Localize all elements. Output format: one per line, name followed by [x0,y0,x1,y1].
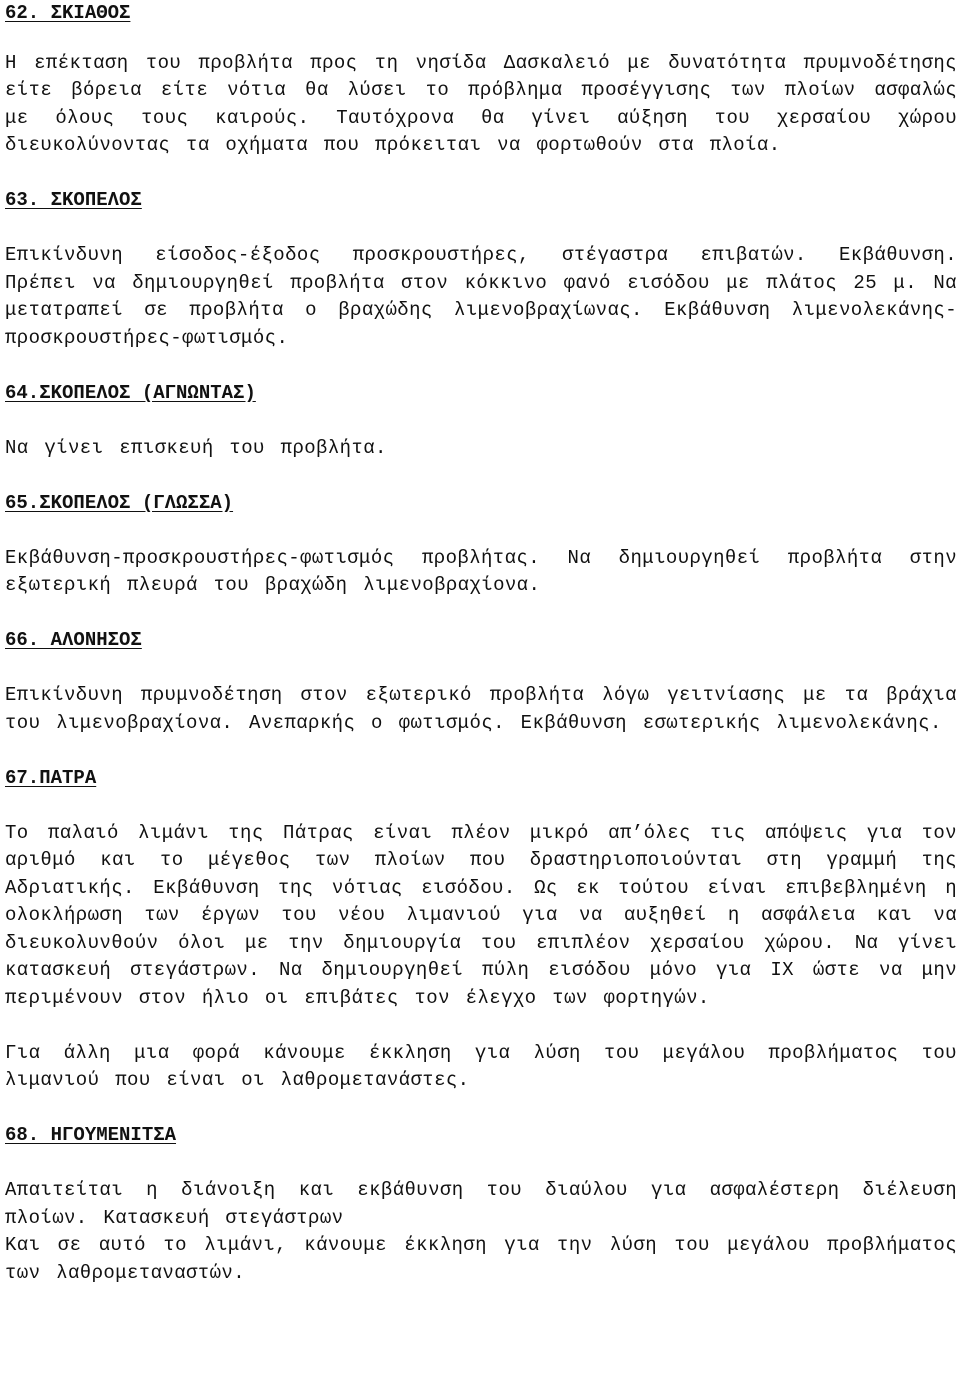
section-63 [5,187,957,352]
section-68 [5,1122,957,1287]
section-heading: 65.ΣΚΟΠΕΛΟΣ (ΓΛΩΣΣΑ) [5,491,234,514]
section-paragraph: Επικίνδυνη είσοδος-έξοδος προσκρουστήρες, στέγαστρα επιβατών. Εκβάθυνση. Πρέπει να δημιουργηθεί προβλήτα στον κόκκινο φανό εισόδου με πλάτος 25 μ. Να μετατραπεί σε προβλήτα ο βραχώδης λιμενοβραχίωνας. Εκβάθυνση λιμενολεκάνης-προσκρουστήρες-φωτισμός. [5,244,957,349]
section-paragraph: Να γίνει επισκευή του προβλήτα. [5,436,387,459]
section-paragraph: Απαιτείται η διάνοιξη και εκβάθυνση του διαύλου για ασφαλέστερη διέλευση πλοίων. Κατασκευή στεγάστρων [5,1179,957,1229]
section-heading: 64.ΣΚΟΠΕΛΟΣ (ΑΓΝΩΝΤΑΣ) [5,381,256,404]
section-64 [5,380,957,463]
section-62 [5,0,957,160]
section-paragraph: Το παλαιό λιμάνι της Πάτρας είναι πλέον μικρό απ’όλες τις απόψεις για τον αριθμό και το μέγεθος των πλοίων που δραστηριοποιούνται στη γραμμή της Αδριατικής. Εκβάθυνση της νότιας εισόδου. Ως εκ τούτου είναι επιβεβλημένη η ολοκλήρωση των έργων του νέου λιμανιού για να αυξηθεί η ασφάλεια και να διευκολυνθούν όλοι με την δημιουργία του επιπλέον χερσαίου χώρου. Να γίνει κατασκευή στεγάστρων. Να δημιουργηθεί πύλη εισόδου μόνο για ΙΧ ώστε να μην περιμένουν στον ήλιο οι επιβάτες τον έλεγχο των φορτηγών. [5,821,957,1009]
section-heading: 62. ΣΚΙΑΘΟΣ [5,2,131,24]
section-heading: 63. ΣΚΟΠΕΛΟΣ [5,189,142,211]
section-paragraph: Εκβάθυνση-προσκρουστήρες-φωτισμός προβλήτας. Να δημιουργηθεί προβλήτα στην εξωτερική πλευρά του βραχώδη λιμενοβραχίονα. [5,546,957,596]
section-heading: 68. ΗΓΟΥΜΕΝΙΤΣΑ [5,1124,177,1146]
document-page [5,0,957,1287]
section-66 [5,627,957,737]
section-67 [5,765,957,1095]
section-65 [5,490,957,600]
section-paragraph: Και σε αυτό το λιμάνι, κάνουμε έκκληση για την λύση του μεγάλου προβλήματος των λαθρομεταναστών. [5,1234,957,1284]
section-paragraph: Για άλλη μια φορά κάνουμε έκκληση για λύση του μεγάλου προβλήματος του λιμανιού που είναι οι λαθρομετανάστες. [5,1041,957,1091]
section-heading: 66. ΑΛΟΝΗΣΟΣ [5,629,142,651]
section-paragraph: Επικίνδυνη πρυμνοδέτηση στον εξωτερικό προβλήτα λόγω γειτνίασης με τα βράχια του λιμενοβραχίονα. Ανεπαρκής ο φωτισμός. Εκβάθυνση εσωτερικής λιμενολεκάνης. [5,684,957,734]
section-paragraph: Η επέκταση του προβλήτα προς τη νησίδα Δασκαλειό με δυνατότητα πρυμνοδέτησης είτε βόρεια είτε νότια θα λύσει το πρόβλημα προσέγγισης των πλοίων ασφαλώς με όλους τους καιρούς. Ταυτόχρονα θα γίνει αύξηση του χερσαίου χώρου διευκολύνοντας τα οχήματα που πρόκειται να φορτωθούν στα πλοία. [5,51,957,156]
section-heading: 67.ΠΑΤΡΑ [5,766,97,789]
